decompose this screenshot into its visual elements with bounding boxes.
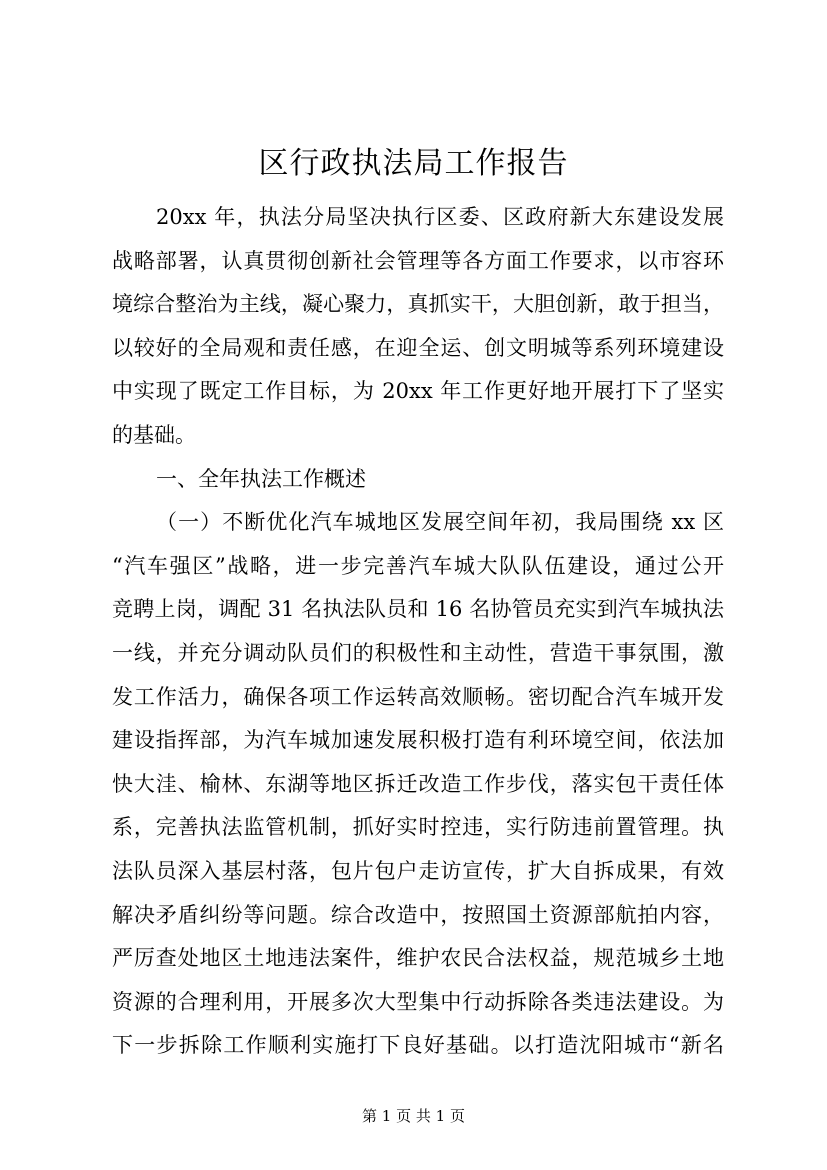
paragraph-line: 下一步拆除工作顺利实施打下良好基础。以打造沈阳城市“新名 — [112, 1033, 724, 1058]
paragraph-line: 法队员深入基层村落，包片包户走访宣传，扩大自拆成果，有效 — [112, 858, 724, 883]
paragraph-line: 系，完善执法监管机制，抓好实时控违，实行防违前置管理。执 — [112, 815, 724, 840]
paragraph-line: “汽车强区”战略，进一步完善汽车城大队队伍建设，通过公开 — [112, 553, 724, 578]
paragraph-line: 20xx 年，执法分局坚决执行区委、区政府新大东建设发展 — [156, 205, 724, 229]
paragraph-line: 战略部署，认真贯彻创新社会管理等各方面工作要求，以市容环 — [112, 248, 724, 273]
section-heading: 一、全年执法工作概述 — [156, 466, 366, 491]
page-footer: 第 1 页 共 1 页 — [362, 1107, 465, 1125]
paragraph-line: 以较好的全局观和责任感，在迎全运、创文明城等系列环境建设 — [112, 335, 724, 360]
paragraph-line: 资源的合理利用，开展多次大型集中行动拆除各类违法建设。为 — [112, 989, 724, 1014]
paragraph-line: 快大洼、榆林、东湖等地区拆迁改造工作步伐，落实包干责任体 — [112, 771, 724, 796]
paragraph-line: 竞聘上岗，调配 31 名执法队员和 16 名协管员充实到汽车城执法 — [112, 597, 724, 622]
document-body — [112, 196, 724, 1068]
paragraph-line: 的基础。 — [112, 422, 196, 447]
paragraph-line: 境综合整治为主线，凝心聚力，真抓实干，大胆创新，敢于担当， — [112, 292, 724, 317]
paragraph-line: 一线，并充分调动队员们的积极性和主动性，营造干事氛围，激 — [112, 640, 724, 665]
paragraph-line: 发工作活力，确保各项工作运转高效顺畅。密切配合汽车城开发 — [112, 684, 724, 709]
paragraph-line: 解决矛盾纠纷等问题。综合改造中，按照国土资源部航拍内容， — [112, 902, 724, 927]
paragraph-line: 严厉查处地区土地违法案件，维护农民合法权益，规范城乡土地 — [112, 946, 724, 971]
paragraph-line: （一）不断优化汽车城地区发展空间年初，我局围绕 xx 区 — [156, 510, 724, 535]
document-title: 区行政执法局工作报告 — [258, 146, 569, 181]
paragraph-line: 建设指挥部，为汽车城加速发展积极打造有利环境空间，依法加 — [112, 728, 724, 753]
paragraph-line: 中实现了既定工作目标，为 20xx 年工作更好地开展打下了坚实 — [112, 379, 724, 404]
